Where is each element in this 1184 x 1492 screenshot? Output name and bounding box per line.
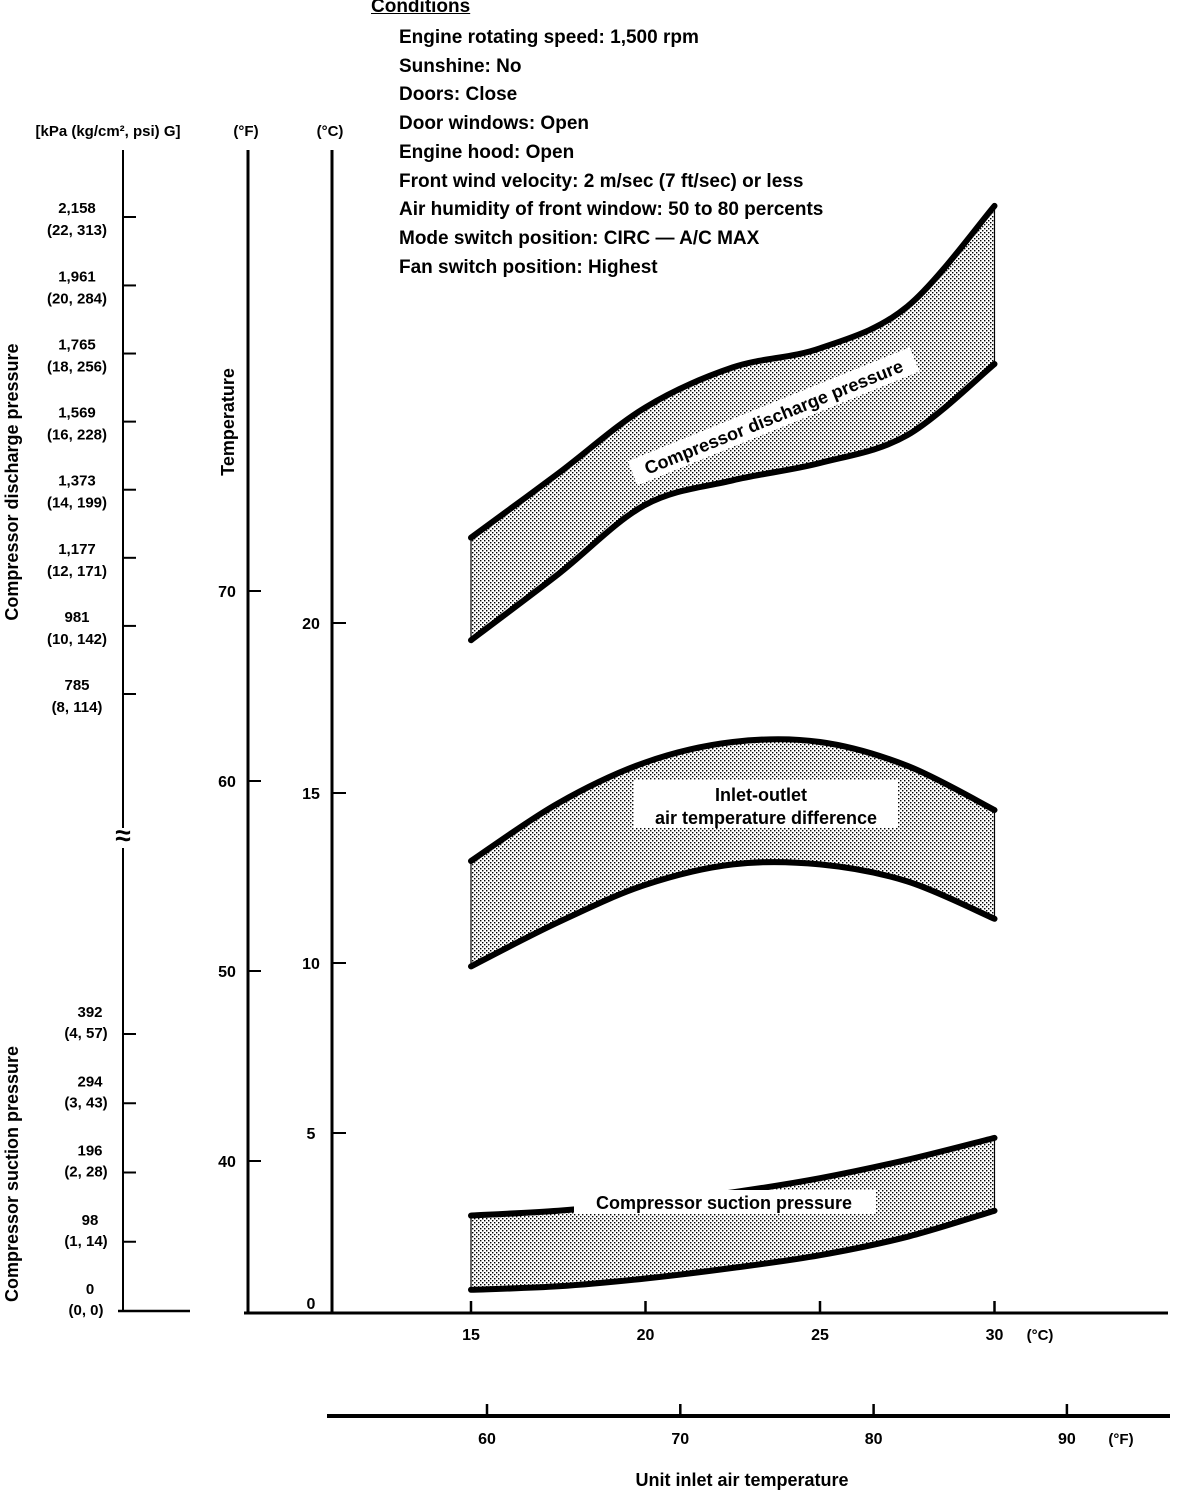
suction-tick-sublabel: (1, 14) (64, 1232, 108, 1250)
x-c-tick-label: 15 (462, 1327, 480, 1344)
temp-diff-band-fill (471, 739, 995, 966)
temp-c-tick-label: 15 (302, 786, 320, 803)
temp-f-tick-label: 50 (218, 964, 236, 981)
suction-tick-sublabel: (3, 43) (64, 1094, 108, 1112)
condition-line: Fan switch position: Highest (399, 256, 658, 278)
temp-f-tick-label: 70 (218, 584, 236, 601)
x-c-tick-label: 25 (811, 1327, 829, 1344)
discharge-tick-label: 1,373 (58, 472, 96, 490)
discharge-tick-sublabel: (20, 284) (46, 290, 108, 308)
temp-diff-label-line2: air temperature difference (654, 808, 878, 828)
discharge-band-label: Compressor discharge pressure (641, 356, 907, 479)
discharge-tick-sublabel: (14, 199) (46, 494, 108, 512)
temp-f-tick-label: 60 (218, 774, 236, 791)
condition-line: Engine rotating speed: 1,500 rpm (399, 27, 699, 48)
x-f-tick-label: 90 (1058, 1431, 1076, 1448)
temp-c-tick-label: 5 (306, 1126, 316, 1143)
x-c-unit: (°C) (1026, 1327, 1054, 1344)
discharge-tick-label: 981 (64, 608, 90, 626)
condition-line: Doors: Close (399, 84, 518, 106)
suction-tick-label: 98 (81, 1211, 99, 1229)
pressure-unit-label: [kPa (kg/cm², psi) G] (35, 123, 181, 140)
suction-band-label: Compressor suction pressure (595, 1193, 853, 1213)
condition-line: Air humidity of front window: 50 to 80 percents (399, 199, 824, 221)
temp-c-tick-label: 0 (306, 1296, 316, 1313)
x-axis-title: Unit inlet air temperature (635, 1470, 849, 1490)
suction-tick-label: 0 (85, 1281, 95, 1298)
x-c-tick-label: 20 (636, 1327, 655, 1344)
suction-tick-label: 294 (77, 1073, 103, 1091)
x-f-tick-label: 80 (864, 1431, 883, 1448)
discharge-tick-label: 1,765 (58, 336, 96, 354)
suction-tick-label: 392 (77, 1004, 103, 1021)
discharge-tick-sublabel: (10, 142) (46, 630, 108, 648)
temp-diff-label-line1: Inlet-outlet (715, 785, 807, 805)
discharge-tick-label: 1,177 (58, 540, 96, 558)
discharge-tick-label: 785 (64, 677, 90, 694)
temp-f-tick-label: 40 (218, 1154, 236, 1171)
discharge-tick-sublabel: (8, 114) (51, 699, 103, 716)
condition-line: Sunshine: No (399, 55, 522, 77)
discharge-tick-label: 1,569 (58, 404, 96, 422)
x-f-unit: (°F) (1108, 1431, 1134, 1448)
discharge-tick-sublabel: (16, 228) (46, 426, 108, 444)
discharge-tick-label: 2,158 (58, 200, 96, 217)
suction-tick-sublabel: (4, 57) (64, 1025, 108, 1042)
suction-tick-sublabel: (2, 28) (64, 1163, 108, 1181)
conditions-title: Conditions (371, 0, 471, 17)
discharge-tick-label: 1,961 (58, 268, 96, 286)
temp-c-tick-label: 10 (302, 956, 320, 973)
suction-tick-sublabel: (0, 0) (68, 1302, 104, 1319)
condition-line: Front wind velocity: 2 m/sec (7 ft/sec) or less (399, 170, 804, 192)
suction-axis-title: Compressor suction pressure (2, 1045, 22, 1303)
discharge-tick-sublabel: (18, 256) (46, 358, 108, 376)
condition-line: Mode switch position: CIRC — A/C MAX (399, 227, 760, 249)
discharge-tick-sublabel: (12, 171) (46, 562, 108, 580)
condition-line: Door windows: Open (399, 113, 589, 135)
x-f-tick-label: 70 (671, 1431, 690, 1448)
temp-f-unit: (°F) (233, 123, 259, 140)
discharge-axis-title: Compressor discharge pressure (2, 343, 22, 621)
x-c-tick-label: 30 (985, 1327, 1004, 1344)
temp-c-unit: (°C) (316, 123, 344, 140)
axis-break-symbol: ≈ (115, 820, 131, 851)
x-f-tick-label: 60 (478, 1431, 496, 1448)
condition-line: Engine hood: Open (399, 141, 575, 163)
suction-tick-label: 196 (77, 1142, 103, 1160)
temp-c-tick-label: 20 (302, 616, 320, 633)
temperature-axis-title: Temperature (218, 368, 238, 476)
discharge-tick-sublabel: (22, 313) (46, 222, 108, 239)
